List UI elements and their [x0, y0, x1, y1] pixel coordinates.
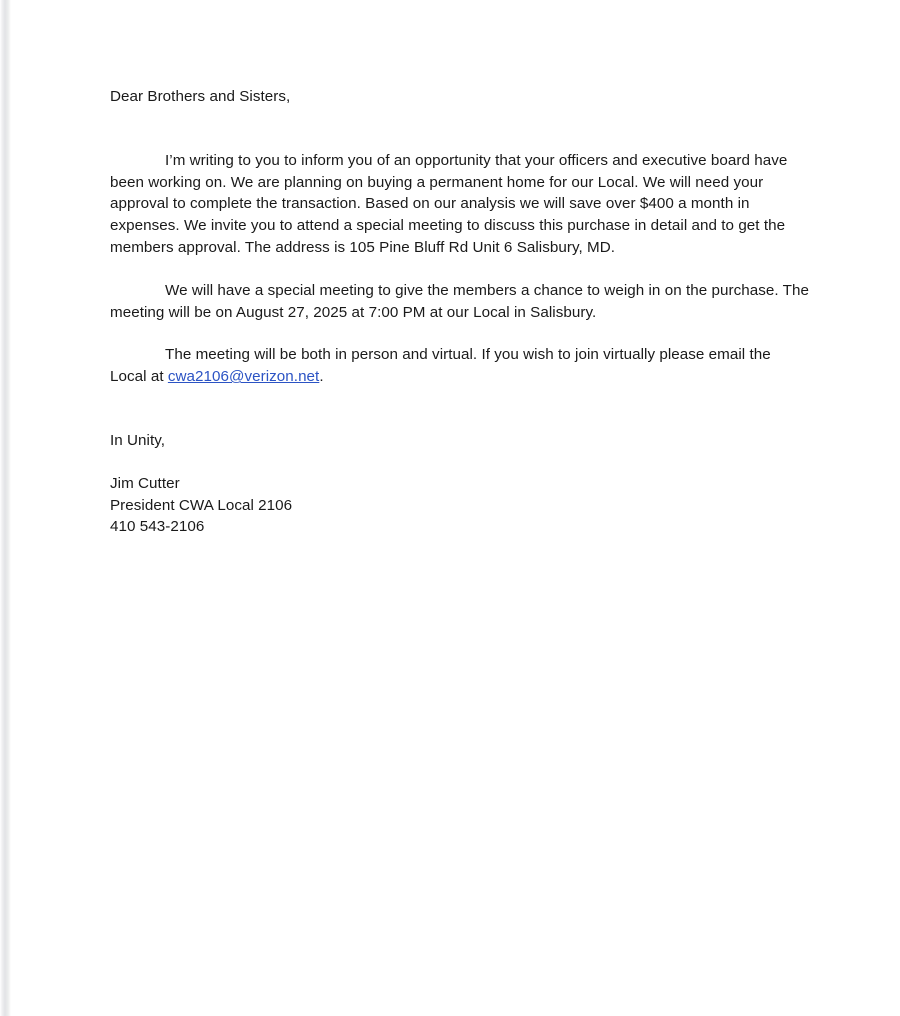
page-edge-shadow: [0, 0, 11, 1016]
spacer-before-signature: [110, 452, 810, 473]
spacer-after-salutation: [110, 108, 810, 150]
salutation: Dear Brothers and Sisters,: [110, 88, 291, 105]
signature-title: President CWA Local 2106: [110, 496, 293, 514]
paragraph-virtual-attendance: [110, 344, 810, 388]
letter-body: [110, 86, 810, 538]
closing-salutation: In Unity,: [110, 431, 166, 449]
paragraph-opportunity: I’m writing to you to inform you of an opportunity that your officers and executive board have been working on. We are planning on buying a permanent home for our Local. We will need your approval to complete the transaction. Based on our analysis we will save over $400 a month in expenses. We invite you to attend a special meeting to discuss this purchase in detail and to get the members approval. The address is 105 Pine Bluff Rd Unit 6 Salisbury, MD.: [110, 151, 788, 256]
spacer-before-closing: [110, 388, 810, 430]
signature-phone: 410 543-2106: [110, 518, 205, 536]
email-link[interactable]: cwa2106@verizon.net: [167, 368, 320, 386]
virtual-text-before-link: The meeting will be both in person and virtual. If you wish to join virtually please email the Local at: [110, 346, 771, 386]
virtual-text-after-link: .: [319, 368, 324, 386]
paragraph-meeting-details: We will have a special meeting to give the members a chance to weigh in on the purchase. The meeting will be on August 27, 2025 at 7:00 PM at our Local in Salisbury.: [110, 281, 809, 321]
spacer-between-paragraphs-1: [110, 259, 810, 280]
spacer-between-paragraphs-2: [110, 323, 810, 344]
signature-name: Jim Cutter: [110, 474, 180, 492]
